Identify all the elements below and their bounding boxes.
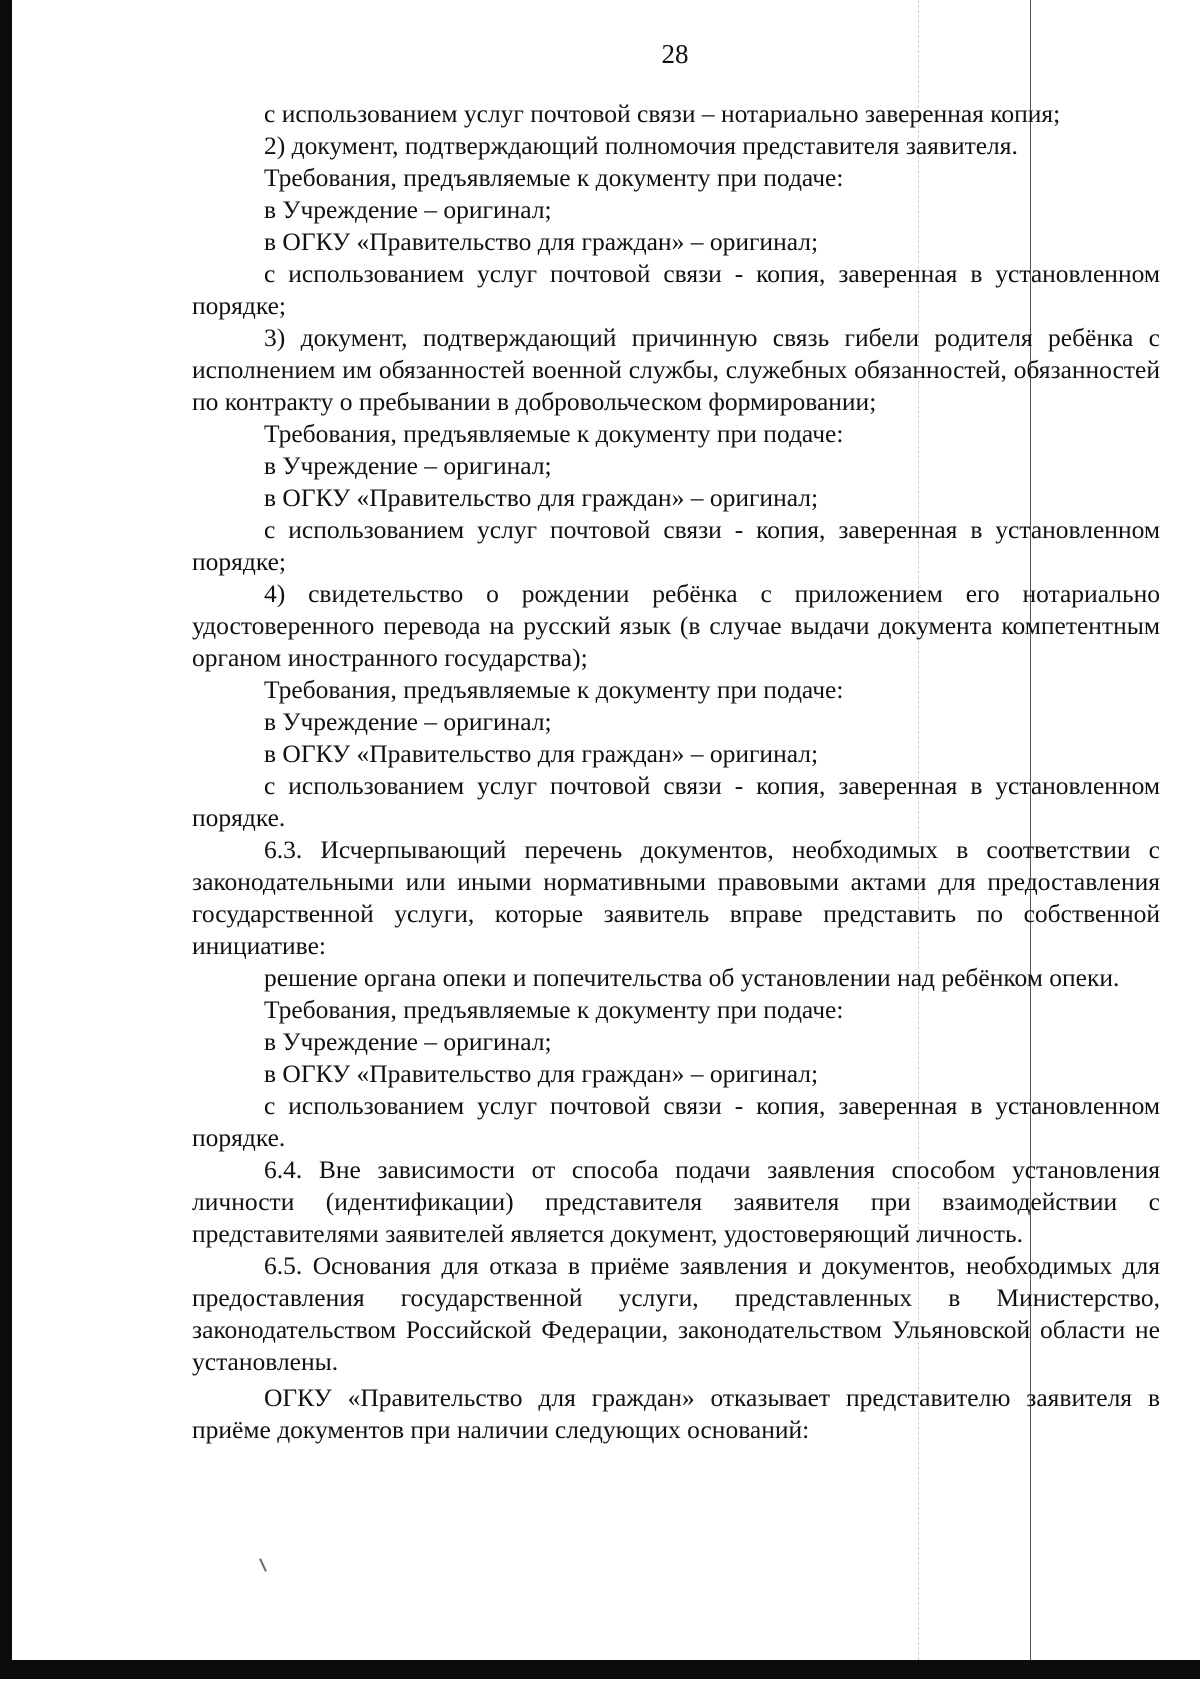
paragraph: Требования, предъявляемые к документу при подаче: [264, 163, 844, 192]
scan-bottom-border [0, 1660, 1200, 1679]
document-body [192, 98, 1160, 1446]
paragraph: в Учреждение – оригинал; [264, 707, 552, 736]
paragraph: ОГКУ «Правительство для граждан» отказывает представителю заявителя в приёме документов при наличии следующих оснований: [192, 1383, 1160, 1444]
paragraph: 6.5. Основания для отказа в приёме заявления и документов, необходимых для предоставления государственной услуги, представленных в Министерство, законодательством Российской Федерации, законодательством Ульяновской области не установлены. [192, 1251, 1160, 1376]
paragraph: с использованием услуг почтовой связи - копия, заверенная в установленном порядке. [192, 771, 1160, 832]
paragraph: Требования, предъявляемые к документу при подаче: [264, 995, 844, 1024]
paragraph: Требования, предъявляемые к документу при подаче: [264, 675, 844, 704]
paragraph: с использованием услуг почтовой связи - копия, заверенная в установленном порядке; [192, 515, 1160, 576]
paragraph: в Учреждение – оригинал; [264, 451, 552, 480]
paragraph: в ОГКУ «Правительство для граждан» – оригинал; [264, 1059, 819, 1088]
paragraph: 3) документ, подтверждающий причинную связь гибели родителя ребёнка с исполнением им обязанностей военной службы, служебных обязанностей, обязанностей по контракту о пребывании в добровольческом формировании; [192, 323, 1160, 416]
paragraph: 6.3. Исчерпывающий перечень документов, необходимых в соответствии с законодательными или иными нормативными правовыми актами для предоставления государственной услуги, которые заявитель вправе представить по собственной инициативе: [192, 835, 1160, 960]
scan-speck [259, 1558, 267, 1572]
scan-left-border [0, 0, 12, 1660]
paragraph: 2) документ, подтверждающий полномочия представителя заявителя. [264, 131, 1018, 160]
paragraph: 6.4. Вне зависимости от способа подачи заявления способом установления личности (идентификации) представителя заявителя при взаимодействии с представителями заявителей является документ, удостоверяющий личность. [192, 1155, 1160, 1248]
paragraph: в ОГКУ «Правительство для граждан» – оригинал; [264, 483, 819, 512]
page-number: 28 [661, 39, 689, 69]
paragraph: в ОГКУ «Правительство для граждан» – оригинал; [264, 739, 819, 768]
paragraph: с использованием услуг почтовой связи – нотариально заверенная копия; [264, 99, 1061, 128]
paragraph: в ОГКУ «Правительство для граждан» – оригинал; [264, 227, 819, 256]
paragraph: с использованием услуг почтовой связи - копия, заверенная в установленном порядке; [192, 259, 1160, 320]
paragraph: с использованием услуг почтовой связи - копия, заверенная в установленном порядке. [192, 1091, 1160, 1152]
paragraph: 4) свидетельство о рождении ребёнка с приложением его нотариально удостоверенного перевода на русский язык (в случае выдачи документа компетентным органом иностранного государства); [192, 579, 1160, 672]
paragraph: в Учреждение – оригинал; [264, 195, 552, 224]
paragraph: в Учреждение – оригинал; [264, 1027, 552, 1056]
paragraph: Требования, предъявляемые к документу при подаче: [264, 419, 844, 448]
paragraph: решение органа опеки и попечительства об установлении над ребёнком опеки. [264, 963, 1120, 992]
